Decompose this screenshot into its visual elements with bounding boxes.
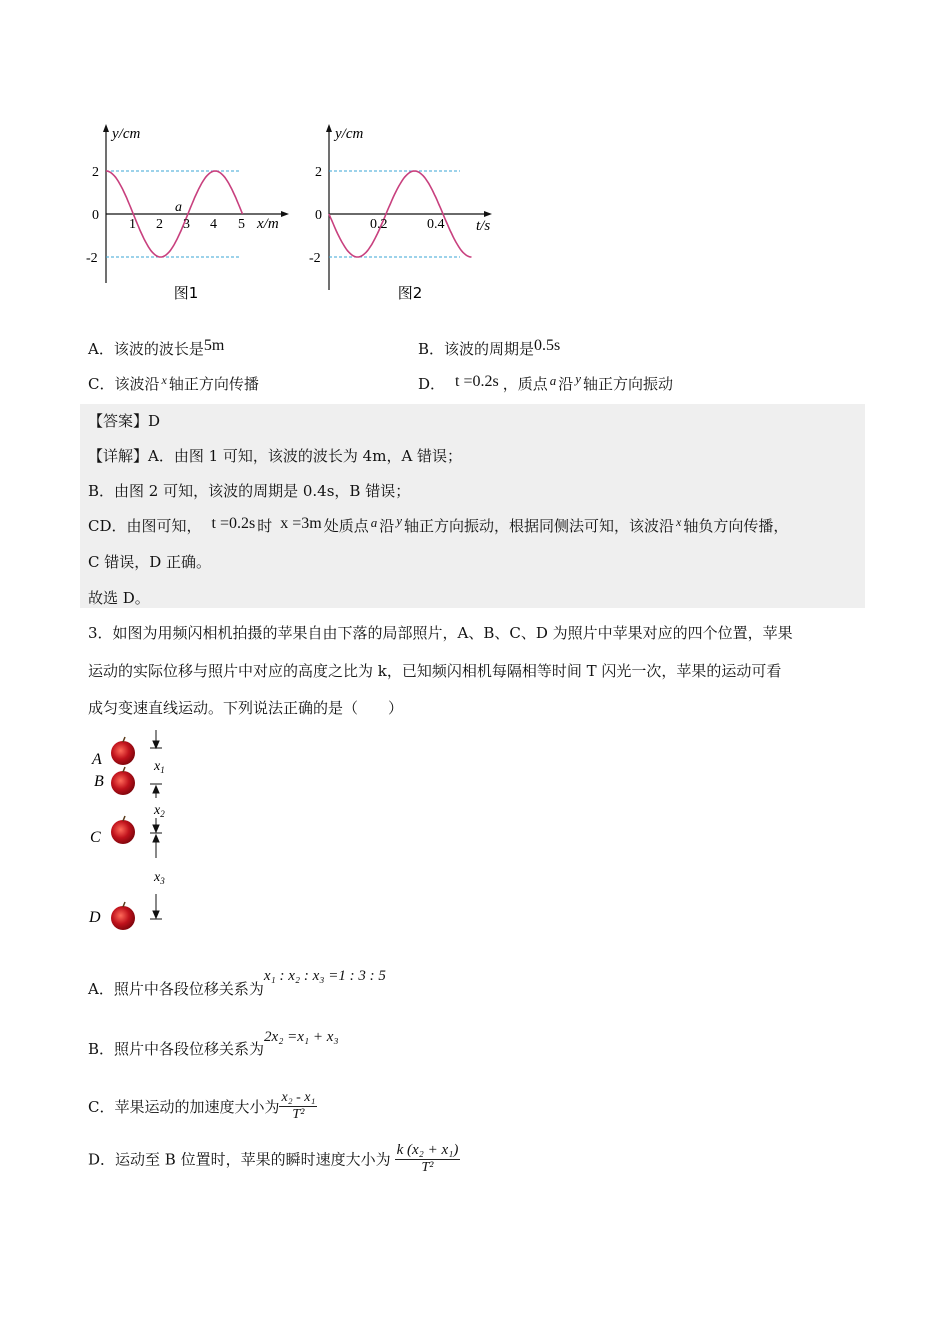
q3-option-c[interactable] — [88, 1090, 317, 1123]
fig1-y-tick-2: 2 — [92, 165, 99, 180]
fig2-x-tick-0.4: 0.4 — [427, 217, 445, 232]
apple-icon-d — [111, 902, 135, 930]
position-c-label: C — [90, 829, 101, 846]
apple-strobe-figure — [84, 726, 194, 940]
position-b-label: B — [94, 773, 104, 790]
figure-1-wave-graph — [80, 118, 300, 308]
apple-icon-a — [111, 737, 135, 765]
q3-option-a-text: A．照片中各段位移关系为 — [88, 980, 264, 998]
q3-option-c-numerator: x₂ - x₁ — [281, 1090, 316, 1105]
fig2-y-tick-neg2: -2 — [309, 251, 321, 266]
apple-icon-b — [111, 767, 135, 795]
q3-stem-line-3: 成匀变速直线运动。下列说法正确的是（ ） — [88, 699, 404, 717]
fig1-y-axis-label: y/cm — [112, 126, 141, 142]
apple-icon-c — [111, 816, 135, 844]
q3-stem-line-1: 3．如图为用频闪相机拍摄的苹果自由下落的局部照片，A、B、C、D 为照片中苹果对应的四个位置，苹果 — [88, 624, 793, 642]
segment-x2-label: $x_2$ — [154, 803, 165, 819]
q3-option-d-fraction — [395, 1142, 461, 1176]
q2-option-a-text: A．该波的波长是 — [88, 340, 204, 358]
fig2-y-axis-label: y/cm — [335, 126, 364, 142]
fig1-point-a-label: a — [175, 200, 182, 215]
q2-option-a[interactable] — [88, 338, 224, 359]
q3-option-b-math: 2x₂ =x₁ + x₃ — [264, 1029, 339, 1045]
fig1-y-tick-neg2: -2 — [86, 251, 98, 266]
q3-option-d-numerator: k (x₂ + x₁) — [396, 1142, 459, 1158]
fig2-y-tick-0: 0 — [315, 208, 322, 223]
q2-option-d-text-mid: ，质点 — [502, 375, 548, 393]
position-a-label: A — [92, 751, 102, 768]
answer-explanation-box — [80, 404, 865, 608]
q2-option-d-var-y: y — [575, 371, 582, 386]
q3-option-c-fraction — [279, 1090, 317, 1123]
q2-option-d-text-post: 轴正方向振动 — [583, 375, 674, 393]
explanation-line-conclusion: C 错误，D 正确。 — [88, 553, 212, 571]
q2-option-c-text-post: 轴正方向传播 — [168, 375, 259, 393]
q3-option-a-math: x₁ : x₂ : x₃ =1 : 3 : 5 — [263, 968, 386, 984]
q3-stem-line-2: 运动的实际位移与照片中对应的高度之比为 k，已知频闪相机每隔相等时间 T 闪光一次，苹果的运动可看 — [88, 662, 782, 680]
fig2-x-axis-label: t/s — [476, 218, 491, 234]
fig2-x-tick-0.2: 0.2 — [370, 217, 388, 232]
explanation-line-a: 【详解】A．由图 1 可知，该波的波长为 4m，A 错误； — [88, 447, 463, 465]
q3-option-b-text: B．照片中各段位移关系为 — [88, 1040, 265, 1058]
fig2-caption: 图2 — [397, 284, 423, 302]
q3-option-a[interactable] — [88, 968, 386, 999]
q3-option-c-text: C．苹果运动的加速度大小为 — [88, 1098, 280, 1116]
q3-option-b[interactable] — [88, 1029, 339, 1059]
segment-x1-label: $x_1$ — [154, 759, 165, 775]
q2-option-d-text-mid2: 沿 — [558, 375, 574, 393]
q2-option-c[interactable] — [88, 373, 259, 394]
fig1-x-tick-4: 4 — [210, 217, 217, 232]
answer-line: 【答案】D — [88, 412, 161, 430]
q2-option-c-var: x — [161, 373, 167, 387]
explanation-line-cd: CD．由图可知， t =0.2s 时 x =3m 处质点 a 沿 y 轴正方向振动，根据同侧法可知，该波沿 $^x$ 轴负方向传播， — [88, 513, 789, 535]
q2-option-d-label: D． — [418, 375, 446, 393]
q2-option-b-text: B．该波的周期是 — [418, 340, 535, 358]
q2-option-d[interactable] — [418, 373, 673, 394]
fig1-caption: 图1 — [173, 284, 199, 302]
q3-option-d[interactable] — [88, 1142, 460, 1176]
fig1-x-tick-1: 1 — [129, 217, 136, 232]
position-d-label: D — [89, 909, 101, 926]
q3-option-d-text: D．运动至 B 位置时，苹果的瞬时速度大小为 — [88, 1150, 391, 1169]
q3-option-c-denominator: T² — [279, 1106, 317, 1123]
fig1-x-tick-3: 3 — [183, 217, 190, 232]
fig2-y-tick-2: 2 — [315, 165, 322, 180]
q2-option-a-value: 5m — [203, 337, 225, 354]
q3-option-d-denominator: T² — [395, 1159, 461, 1176]
fig1-x-axis-label: x/m — [257, 216, 279, 232]
q2-option-b-value: 0.5s — [534, 337, 561, 354]
fig1-x-tick-5: 5 — [238, 217, 245, 232]
q2-option-b[interactable] — [418, 338, 560, 359]
fig1-x-tick-2: 2 — [156, 217, 163, 232]
segment-x3-label: $x_3$ — [154, 870, 165, 886]
q2-option-c-text-pre: C．该波沿 — [88, 375, 160, 393]
q2-option-d-math: t =0.2s — [455, 373, 499, 390]
explanation-line-b: B．由图 2 可知，该波的周期是 0.4s，B 错误； — [88, 482, 411, 500]
final-choice-line: 故选 D。 — [88, 589, 150, 607]
fig1-y-tick-0: 0 — [92, 208, 99, 223]
q2-option-d-var-a: a — [549, 373, 557, 388]
figure-2-vibration-graph — [300, 118, 510, 308]
